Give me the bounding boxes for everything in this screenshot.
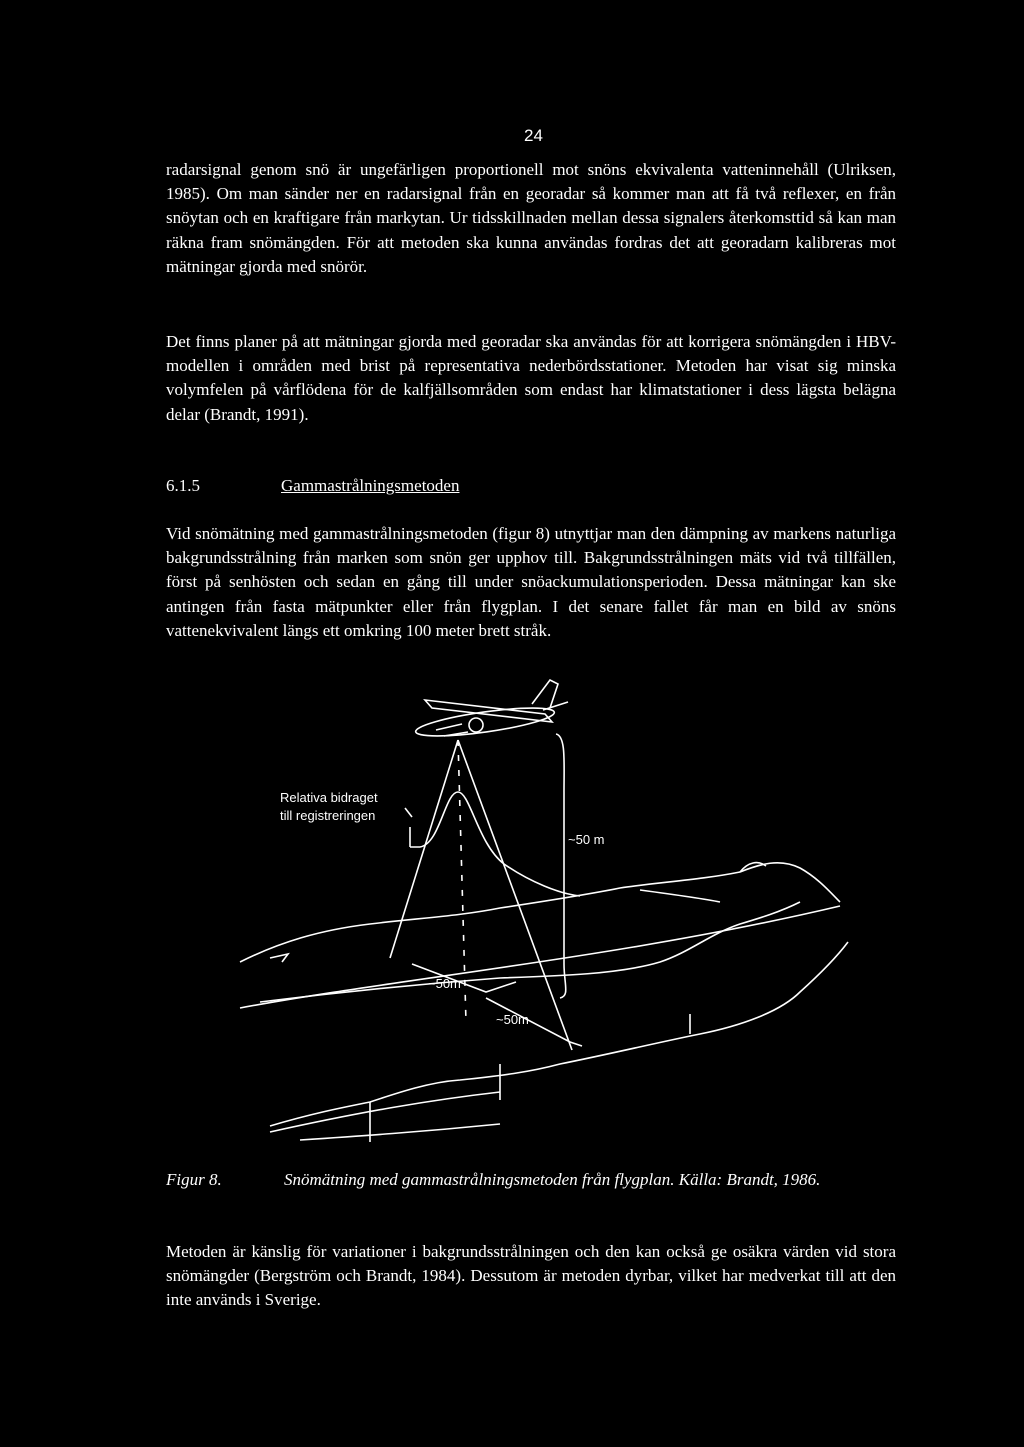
diagram-svg bbox=[200, 662, 880, 1162]
aircraft-icon bbox=[414, 680, 568, 742]
paragraph-conclusion-text: Metoden är känslig för variationer i bakgrundsstrålningen och den kan också ge osäkra värden vid stora snömängder (Bergström och Brandt, 1984). Dessutom är metoden dyrbar, vilket har medverkat till att den inte används i Sverige. bbox=[166, 1242, 896, 1310]
figure-width-label-right: ~50m bbox=[496, 1012, 529, 1027]
caption-text: Snömätning med gammastrålningsmetoden från flygplan. Källa: Brandt, 1986. bbox=[284, 1170, 821, 1189]
paragraph-radar-text: radarsignal genom snö är ungefärligen proportionell mot snöns ekvivalenta vatteninnehåll (Ulriksen, 1985). Om man sänder ner en radarsignal från en georadar så kommer man att få två reflexer, en från snöytan och en kraftigare från markytan. Ur tidsskillnaden mellan dessa signalers återkomsttid så kan man räkna fram snömängden. För att metoden ska kunna användas fordras det att georadarn kalibreras mot mätningar gjorda med snörör. bbox=[166, 160, 896, 276]
page-number: 24 bbox=[524, 126, 543, 145]
section-heading bbox=[166, 476, 459, 496]
section-title: Gammastrålningsmetoden bbox=[281, 476, 460, 495]
paragraph-hbv bbox=[166, 330, 896, 427]
figure-height-label: ~50 m bbox=[568, 832, 605, 847]
paragraph-gamma bbox=[166, 522, 896, 643]
paragraph-gamma-text: Vid snömätning med gammastrålningsmetoden (figur 8) utnyttjar man den dämpning av markens naturliga bakgrundsstrålning från marken som snön ger upphov till. Bakgrundsstrålningen mäts vid två tillfällen, först på senhösten och sedan en gång till under snöackumulationsperioden. Dessa mätningar kan ske antingen från fasta mätpunkter eller från flygplan. I det senare fallet får man en bild av snöns vattenekvivalent längs ett omkring 100 meter brett stråk. bbox=[166, 524, 896, 640]
figure-width-label-left: ~50m bbox=[428, 976, 461, 991]
label-arrow bbox=[405, 808, 412, 817]
paragraph-radar bbox=[166, 158, 896, 279]
contribution-curve bbox=[410, 792, 580, 896]
figure-gamma-diagram bbox=[200, 662, 880, 1162]
figure-label-line1: Relativa bidraget bbox=[280, 790, 378, 805]
terrain bbox=[240, 902, 848, 1142]
beam-lines bbox=[390, 740, 572, 1050]
paragraph-conclusion bbox=[166, 1240, 896, 1313]
paragraph-hbv-text: Det finns planer på att mätningar gjorda med georadar ska användas för att korrigera snömängden i HBV-modellen i områden med brist på representativa nederbördsstationer. Metoden har visat sig minska volymfelen på vårflödena för de kalfjällsområden som endast har klimatstationer i dess lägsta belägna delar (Brandt, 1991). bbox=[166, 332, 896, 424]
caption-number: Figur 8. bbox=[166, 1170, 222, 1189]
mountain-ridge bbox=[240, 863, 840, 962]
figure-label-line2: till registreringen bbox=[280, 808, 376, 823]
section-number: 6.1.5 bbox=[166, 476, 200, 495]
